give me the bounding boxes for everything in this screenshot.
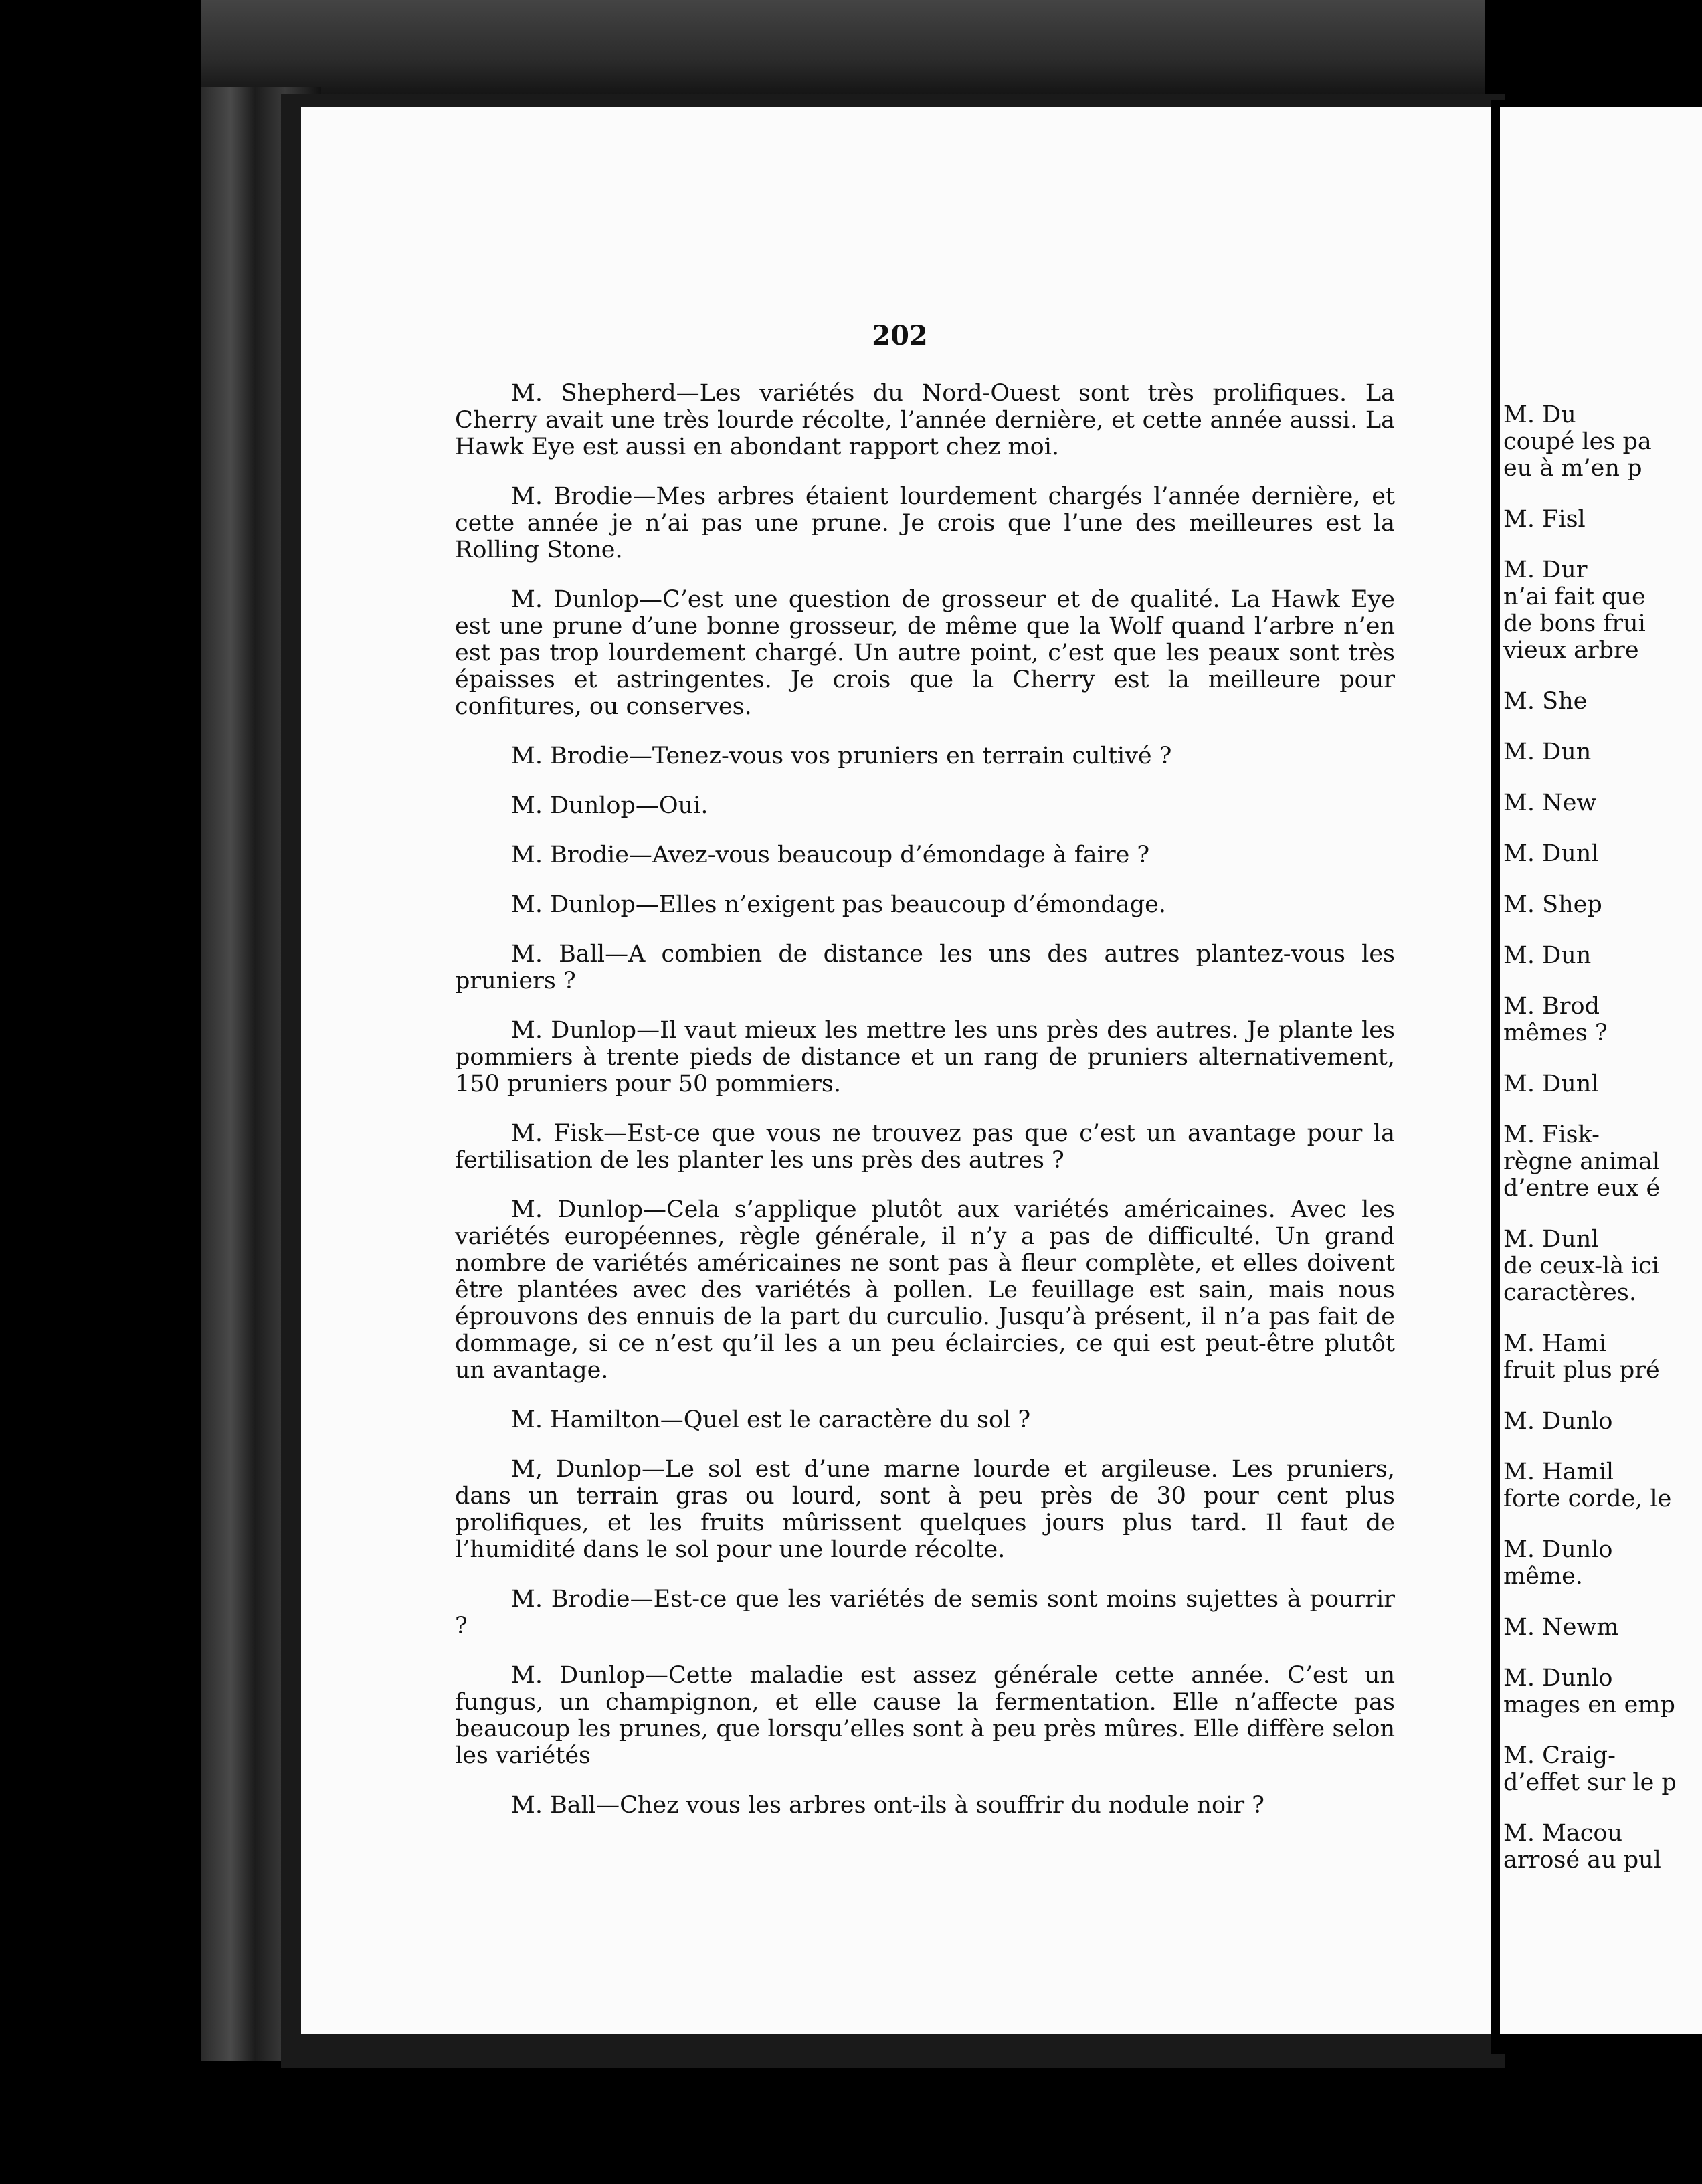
paragraph: M, Dunlop—Le sol est d’une marne lourde et argileuse. Les pruniers, dans un terrain gras ou lourd, sont à peu près de 30 pour cent plus prolifiques, et les fruits mûrissent quelques jours plus tard. Il faut de l’humidité dans le sol pour une lourde récolte. (455, 1456, 1395, 1563)
paragraph: M. Brodie—Est-ce que les variétés de semis sont moins sujettes à pourrir ? (455, 1586, 1395, 1639)
paragraph: M. Hamilton—Quel est le caractère du sol ? (511, 1406, 1031, 1433)
next-page-line: M. Brod (1503, 993, 1600, 1020)
next-page-line: M. Dunl (1503, 1226, 1599, 1253)
next-page-line: M. Dun (1503, 739, 1592, 765)
paragraph: M. Dunlop—Cela s’applique plutôt aux variétés américaines. Avec les variétés européennes, règle générale, il n’y a pas de difficulté. Un grand nombre de variétés américaines ne sont pas à fleur complète, et elles doivent être plantées avec des variétés à pollen. Le feuillage est sain, mais nous éprouvons des ennuis de la part du curculio. Jusqu’à présent, il n’a pas fait de dommage, si ce n’est qu’il les a un peu éclaircies, ce qui est peut-être plutôt un avantage. (455, 1196, 1395, 1384)
next-page-line: M. Du (1503, 401, 1576, 428)
next-page-line: même. (1503, 1563, 1583, 1590)
page-body (455, 380, 1395, 1841)
next-page-line: M. Dunlo (1503, 1665, 1613, 1692)
next-page-line: règne animal (1503, 1148, 1661, 1175)
paragraph: M. Ball—A combien de distance les uns des autres plantez-vous les pruniers ? (455, 941, 1395, 994)
book-page (301, 107, 1499, 2034)
paragraph: M. Dunlop—Elles n’exigent pas beaucoup d’émondage. (511, 891, 1166, 918)
next-page-line: mages en emp (1503, 1692, 1675, 1718)
paragraph: M. Dunlop—Cette maladie est assez générale cette année. C’est un fungus, un champignon, et elle cause la fermentation. Elle n’affecte pas beaucoup les prunes, que lorsqu’elles sont à peu près mûres. Elle diffère selon les variétés (455, 1662, 1395, 1769)
next-page-line: caractères. (1503, 1279, 1636, 1306)
next-page-line: M. Newm (1503, 1614, 1619, 1641)
next-page-line: M. Hami (1503, 1330, 1606, 1357)
next-page-line: vieux arbre (1503, 637, 1639, 664)
next-page-line: d’effet sur le p (1503, 1769, 1677, 1796)
next-page-line: M. Dunl (1503, 1071, 1599, 1097)
next-page-line: forte corde, le (1503, 1485, 1672, 1512)
next-page-line: de ceux-là ici (1503, 1253, 1660, 1279)
next-page-line: M. Macou (1503, 1820, 1623, 1847)
next-page-line: arrosé au pul (1503, 1847, 1661, 1874)
next-page-line: fruit plus pré (1503, 1357, 1660, 1384)
next-page-line: M. Dunl (1503, 840, 1599, 867)
paragraph: M. Fisk—Est-ce que vous ne trouvez pas que c’est un avantage pour la fertilisation de les planter les uns près des autres ? (455, 1120, 1395, 1174)
next-page-line: n’ai fait que (1503, 583, 1646, 610)
paragraph: M. Dunlop—Il vaut mieux les mettre les uns près des autres. Je plante les pommiers à trente pieds de distance et un rang de pruniers alternativement, 150 pruniers pour 50 pommiers. (455, 1017, 1395, 1097)
next-page-line: M. New (1503, 790, 1597, 816)
next-page-line: d’entre eux é (1503, 1175, 1661, 1202)
next-page-line: M. Dunlo (1503, 1408, 1613, 1435)
next-page-line: M. Dunlo (1503, 1536, 1613, 1563)
book-binding-top (201, 0, 1485, 100)
next-page-line: coupé les pa (1503, 428, 1652, 455)
next-page-line: M. Dun (1503, 942, 1592, 969)
next-page-line: M. Shep (1503, 891, 1602, 918)
next-page-line: M. Craig- (1503, 1742, 1616, 1769)
next-page-body (1503, 401, 1702, 1874)
page-number: 202 (872, 320, 928, 351)
paragraph: M. Brodie—Tenez-vous vos pruniers en terrain cultivé ? (511, 743, 1172, 769)
next-page-line: mêmes ? (1503, 1020, 1608, 1046)
paragraph: M. Dunlop—Oui. (511, 792, 708, 819)
paragraph: M. Ball—Chez vous les arbres ont-ils à souffrir du nodule noir ? (511, 1792, 1264, 1819)
next-page-line: M. She (1503, 688, 1588, 715)
next-page-line: M. Fisk- (1503, 1121, 1600, 1148)
paragraph: M. Shepherd—Les variétés du Nord-Ouest sont très prolifiques. La Cherry avait une très lourde récolte, l’année dernière, et cette année aussi. La Hawk Eye est aussi en abondant rapport chez moi. (455, 380, 1395, 460)
next-page-line: M. Hamil (1503, 1459, 1614, 1485)
next-page-line: M. Fisl (1503, 506, 1586, 533)
next-page-fragment (1500, 107, 1702, 2034)
next-page-line: de bons frui (1503, 610, 1646, 637)
paragraph: M. Brodie—Mes arbres étaient lourdement chargés l’année dernière, et cette année je n’ai pas une prune. Je crois que l’une des meilleures est la Rolling Stone. (455, 483, 1395, 563)
next-page-line: M. Dur (1503, 557, 1588, 583)
paragraph: M. Brodie—Avez-vous beaucoup d’émondage à faire ? (511, 842, 1150, 869)
next-page-line: eu à m’en p (1503, 455, 1642, 482)
paragraph: M. Dunlop—C’est une question de grosseur et de qualité. La Hawk Eye est une prune d’une bonne grosseur, de même que la Wolf quand l’arbre n’en est pas trop lourdement chargé. Un autre point, c’est que les peaux sont très épaisses et astringentes. Je crois que la Cherry est la meilleure pour confitures, ou conserves. (455, 586, 1395, 720)
